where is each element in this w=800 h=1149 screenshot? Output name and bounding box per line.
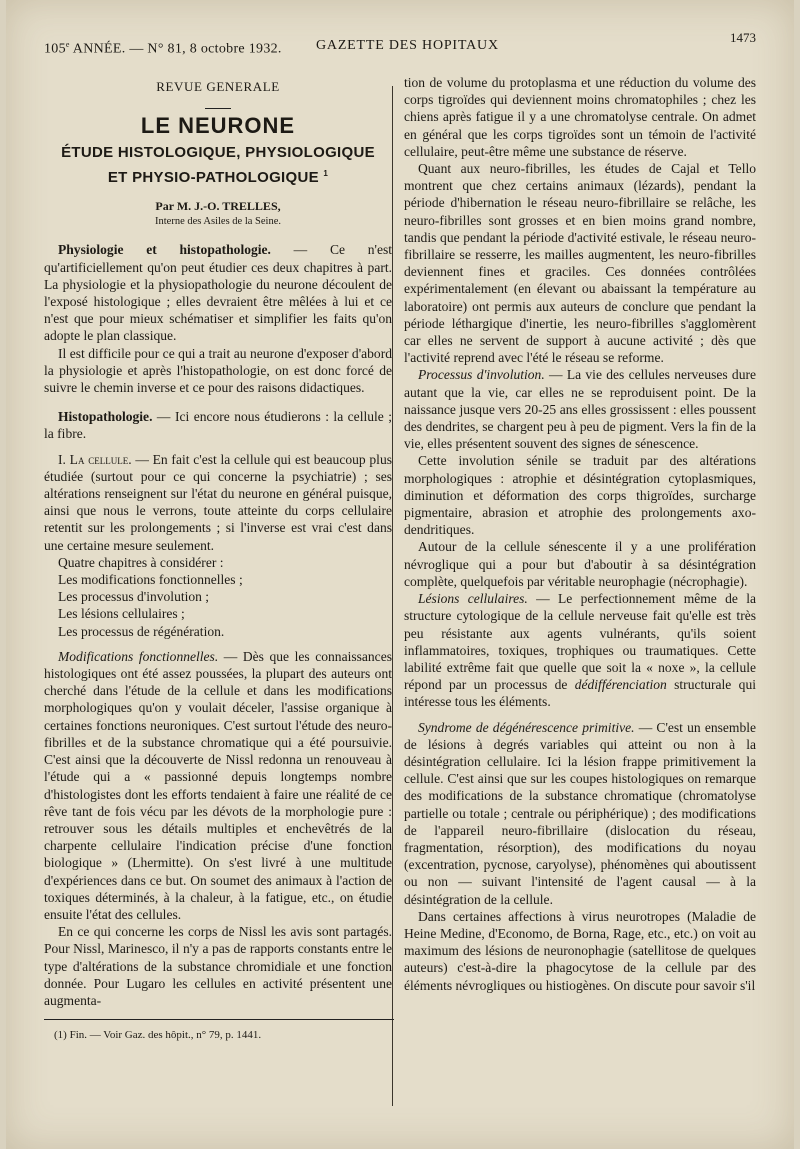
subtitle-line-1: ÉTUDE HISTOLOGIQUE, PHYSIOLOGIQUE	[61, 144, 375, 162]
list-item: Les lésions cellulaires ;	[58, 606, 185, 622]
rubric: REVUE GENERALE	[156, 79, 280, 94]
paragraph: tion de volume du protoplasma et une réduction du volume des corps tigroïdes qui deviennent moins chromatophiles ; chez les chiens après fatigue il y a une chromatolyse centrale. On admet en général que les corps tigroïdes sont un témoin de l'activité cellulaire, peut-être même une substance de réserve.	[404, 75, 756, 159]
footnote-mark: 1	[323, 169, 329, 179]
subtitle-line-2-text: ET PHYSIO-PATHOLOGIQUE	[107, 169, 319, 187]
footnote-rule	[44, 1019, 394, 1020]
emphasis: dédifférenciation	[574, 677, 667, 693]
paragraph-text: — La vie des cellules nerveuses dure autant que la vie, car elles ne se reproduisent point. De la naissance jusque vers 20-25 ans elles grossissent : elles poussent des dendrites, se chargent peu à peu de pigment. Vers la fin de la vie, elles présentent souvent des signes de sénescence.	[404, 367, 757, 452]
paragraph-text: — Le perfectionnement même de la structure cytologique de la cellule nerveuse fait qu'elle est très peu résistante aux agents vulnérants, qu'ils soient inflammatoires, toxiques, trophiques ou traumatiques. Cette labilité extrême fait que quelle que soit la « noxe », la cellule répond par un processus de	[404, 591, 756, 693]
author-name: Par M. J.-O. TRELLES,	[155, 199, 281, 214]
section-heading: Physiologie et histopathologie.	[58, 242, 271, 258]
journal-page	[6, 0, 794, 1149]
left-column	[44, 74, 392, 1042]
section-heading: Processus d'involution.	[418, 367, 545, 383]
section-heading: Syndrome de dégénérescence primitive.	[418, 719, 635, 735]
paragraph-text: — C'est un ensemble de lésions à degrés variables qui atteint ou non à la désintégration cellulaire. Ici la lésion frappe primitivement la cellule. C'est ainsi que sur les coupes histologiques on remarque des modifications de la substance chromatique (chromatolyse partielle ou totale ; centrale ou périphérique) ; des modifications de l'appareil neuro-fibrillaire (dislocation du réseau, fragmentation, résorption), des modifications du noyau (excentration, pycnose, caryolyse), phénomènes qui aboutissent ou non — suivant l'intensité de l'agent causal — à la désintégration de la cellule.	[404, 719, 756, 907]
year-suffix: e	[65, 40, 70, 49]
chapter-list	[44, 571, 392, 640]
list-item: Les modifications fonctionnelles ;	[58, 572, 243, 588]
journal-name: GAZETTE DES HOPITAUX	[316, 38, 499, 53]
paragraph	[44, 648, 392, 923]
list-item: Les processus de régénération.	[58, 623, 225, 639]
year-number: 105	[44, 41, 66, 57]
title-rule	[205, 108, 231, 109]
paragraph: Quatre chapitres à considérer :	[58, 554, 224, 570]
footnote: (1) Fin. — Voir Gaz. des hôpit., n° 79, p. 1441.	[54, 1029, 262, 1042]
paragraph	[404, 590, 756, 710]
page-header	[44, 30, 756, 58]
paragraph: Il est difficile pour ce qui a trait au neurone d'exposer d'abord la physiologie et après l'histopathologie, on est donc forcé de suivre le chemin inverse et ce pour des raisons didactiques.	[44, 345, 392, 396]
right-column	[404, 74, 756, 994]
paragraph: Quant aux neuro-fibrilles, les études de Cajal et Tello montrent que chez certains animaux (lézards), pendant la période d'hibernation le réseau neuro-fibrillaire se relâche, les neuro-fibrilles sont grosses et en bien moins grand nombre, tandis que pendant la période d'activité estivale, le réseau neuro-fibrillaire se resserre, les mailles augmentent, les neuro-fibrilles deviennent fines et graciles. Ces données contrôlées expérimentalement (en élevant ou abaissant la température au laboratoire) ont permis aux auteurs de conclure que pendant la période léthargique d'inertie, les neuro-fibrilles s'agglomèrent car elles ne servent de support à aucune activité ; dès que l'activité reprend avec l'été le réseau se reforme.	[404, 161, 756, 366]
section-numeral: I.	[58, 451, 66, 467]
paragraph	[44, 451, 392, 554]
paragraph-text: — En fait c'est la cellule qui est beaucoup plus étudiée (surtout pour ce qui concerne la psychiatrie) ; ses altérations renseignent sur l'état du neurone en général puisque, ainsi que nous le verrons, toute atteinte du corps cellulaire retentit sur les prolongements ; si l'inverse est vrai c'est dans une certaine mesure seulement.	[44, 451, 392, 553]
issue-info	[44, 40, 282, 58]
paragraph	[44, 241, 392, 344]
issue-date: ANNÉE. — N° 81, 8 octobre 1932.	[72, 41, 282, 57]
paragraph-text: — Ici encore nous étudierons : la cellule ; la fibre.	[44, 409, 392, 442]
paragraph	[404, 366, 756, 452]
article-subtitle	[44, 142, 392, 188]
paragraph: Cette involution sénile se traduit par des altérations morphologiques : atrophie et désintégration cytoplasmiques, diminution et déformation des corps thigroïdes, surcharge pigmentaire, abrasion et atrophie des prolongements axo-dendritiques.	[404, 453, 756, 538]
page-number: 1473	[730, 30, 756, 45]
paragraph: Autour de la cellule sénescente il y a une prolifération névroglique qui a pour but d'aboutir à sa désintégration complète, quelquefois par véritable neurophagie (nécrophagie).	[404, 539, 756, 589]
paragraph	[44, 408, 392, 442]
paragraph: Dans certaines affections à virus neurotropes (Maladie de Heine Medine, d'Economo, de Borna, Rage, etc., etc.) on voit au maximum des lésions de neuronophagie (satellitose de quelques auteurs) c'est-à-dire la phagocytose de la cellule par des éléments névrogliques ou histiogènes. On discute pour savoir s'il	[404, 908, 756, 993]
paragraph-text: — Dès que les connaissances histologiques ont été assez poussées, la plupart des auteurs ont cherché dans l'étude de la cellule et dans les modifications morphologiques qu'on y voulait déceler, l'assise organique à certaines fonctions neuroniques. C'est surtout l'étude des neuro-fibrilles et de la substance chromatique qui a été poursuivie. C'est ainsi que la découverte de Nissl redonna un renouveau à l'étude qui a « passionné depuis longtemps nombre d'histologistes dont les efforts tendaient à faire une réalité de ce rêve tant de fois vécu par les dévots de la morphologie pure : retrouver sous les détails multiples et enchevêtrés de la charpente cellulaire l'indication précise d'une fonction biologique » (Lhermitte). On s'est livré à une multitude d'expériences dans ce but. On soumet des animaux à l'action de toxiques déterminés, à la chaleur, à la fatigue, etc., on étudie ensuite l'état des cellules.	[44, 648, 392, 922]
paragraph-text: — Ce n'est qu'artificiellement qu'on peut étudier ces deux chapitres à part. La physiologie et la physiopathologie du neurone découlent de l'exposé histologique ; elles devraient être mêlées à lui et ce n'est que pour mieux schématiser et simplifier les faits qu'on adopte le plan classique.	[44, 242, 392, 344]
section-heading: Histopathologie.	[58, 409, 153, 425]
subtitle-line-2	[44, 163, 392, 188]
author-block	[44, 199, 392, 229]
section-heading: Modifications fonctionnelles.	[58, 648, 219, 664]
article-title: LE NEURONE	[140, 113, 296, 139]
section-heading: Lésions cellulaires.	[418, 591, 528, 607]
paragraph-text: structurale qui intéresse tous les éléments.	[404, 677, 756, 710]
section-label: La cellule.	[69, 451, 132, 467]
paragraph: En ce qui concerne les corps de Nissl les avis sont partagés. Pour Nissl, Marinesco, il n'y a pas de rapports constants entre le type d'altérations de la substance chromidiale et une fonction donnée. Pour Lugaro les cellules en activité présentent une augmenta-	[44, 924, 392, 1008]
list-item: Les processus d'involution ;	[58, 589, 210, 605]
column-divider	[392, 86, 393, 1106]
author-affiliation: Interne des Asiles de la Seine.	[155, 216, 281, 228]
paragraph	[404, 719, 756, 908]
